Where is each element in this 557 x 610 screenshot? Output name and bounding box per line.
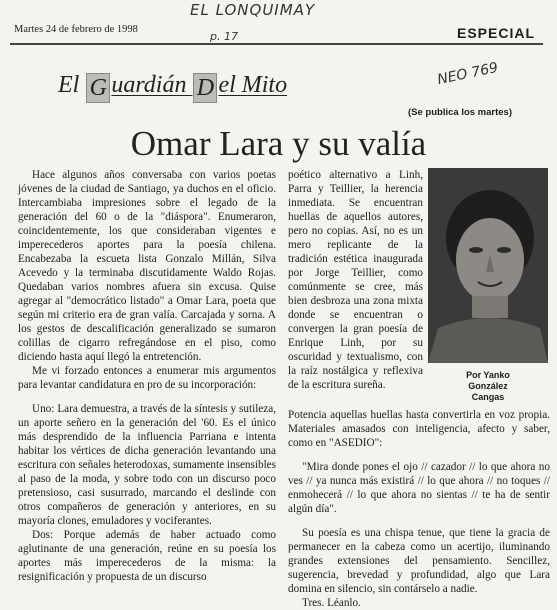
handwritten-source: EL LONQUIMAY [190, 1, 316, 19]
section-label: ESPECIAL [456, 25, 535, 41]
caption-line: Cangas [471, 392, 505, 402]
headline: Omar Lara y su valía [130, 124, 427, 163]
paragraph: Uno: Lara demuestra, a través de la síntesis y sutileza, un aporte señero en la generación del '60. Es el único más desprendido de la influencia Parriana e intenta habitar los vértices de dicha generación levantando una escritura con señales heterodoxas, sumamente insensibles al paso de la moda, y sobre todo con un discurso poco pretensioso, casi susurrado, marcando el deslinde con otros compañeros de generación y anteriores, en su mayoría clones, emuladores y vociferantes. [18, 403, 276, 527]
column-title-initial: G [86, 73, 110, 103]
portrait-image [428, 168, 548, 363]
caption-line: González [468, 381, 508, 391]
paragraph: Dos: Porque además de haber actuado como aglutinante de una generación, reúne en su poesía los aportes más imperecederos de la misma: la resignificación y propuesta de un discurso [18, 529, 276, 583]
column-title-part: El [58, 72, 86, 98]
column-title-part: el Mito [218, 72, 288, 98]
paragraph: "Mira donde pones el ojo // cazador // lo que ahora no ves // ya nunca más existirá // lo que ahora // no toques // enmohecerá // lo que ahora no sientas // te ha de sentir algún día". [288, 461, 550, 515]
column-title-part: uardián [111, 72, 193, 98]
author-photo [428, 168, 548, 363]
header-rule [10, 43, 543, 45]
column-title [58, 72, 287, 103]
column-title-initial: D [193, 73, 217, 103]
article-column-1 [18, 168, 276, 584]
paragraph: Me vi forzado entonces a enumerar mis argumentos para levantar candidatura en pro de su incorporación: [18, 365, 276, 391]
publication-date: Martes 24 de febrero de 1998 [14, 24, 138, 35]
photo-caption [428, 370, 548, 403]
caption-line: Por Yanko [466, 370, 510, 380]
paragraph: poético alternativo a Linh, Parra y Teillier, la herencia inmediata. Se encuentran huellas de aquellos autores, pero no copias. Así, no es un mero replicante de la tradición estética inaugurada por Jorge Teillier, como comúnmente se cree, más bien desbroza una zona mixta donde se encuentran o convergen la gran poesía de Enrique Linh, por su oscuridad y textualismo, con la raíz nostálgica y reflexiva de la escritura sureña. [288, 169, 423, 391]
article-column-2-continued [288, 408, 550, 610]
handwritten-page: p. 17 [210, 30, 238, 43]
handwritten-number: NEO 769 [436, 59, 500, 89]
paragraph: Hace algunos años conversaba con varios poetas jóvenes de la ciudad de Santiago, ya duchos en el oficio. Intercambiaba impresiones sobre el legado de la generación del 60 o de la "diáspora". Enumeraron, coincidentemente, los que consideraban vigentes e imperecederos aportes para la poesía chilena. Encabezaba la escueta lista Gonzalo Millán, Silva Acevedo y la terminaba discutidamente Waldo Rojas. Quedaban varios nombres afuera sin excusa. Quise agregar al "democrático listado" a Omar Lara, poeta que según mi criterio era de gran valía. Carcajada y sorna. A los gestos de descalificación generalizado se sumaron colillas de cigarro refregándose en el piso, como diciendo hasta aquí llegó la entretención. [18, 169, 276, 363]
publication-note: (Se publica los martes) [408, 107, 513, 118]
article-column-2 [288, 168, 423, 392]
paragraph: Tres. Léanlo. [302, 597, 361, 609]
paragraph: Su poesía es una chispa tenue, que tiene la gracia de permanecer en la cabeza como un acertijo, iluminando grandes extensiones del pensamiento. Sencillez, sugerencia, brevedad y profundidad, algo que Lara domina en silencio, sin contárselo a nadie. [288, 527, 550, 595]
paragraph: Potencia aquellas huellas hasta convertirla en voz propia. Materiales amasados con inteligencia, afecto y saber, como en "ASEDIO": [288, 409, 550, 449]
